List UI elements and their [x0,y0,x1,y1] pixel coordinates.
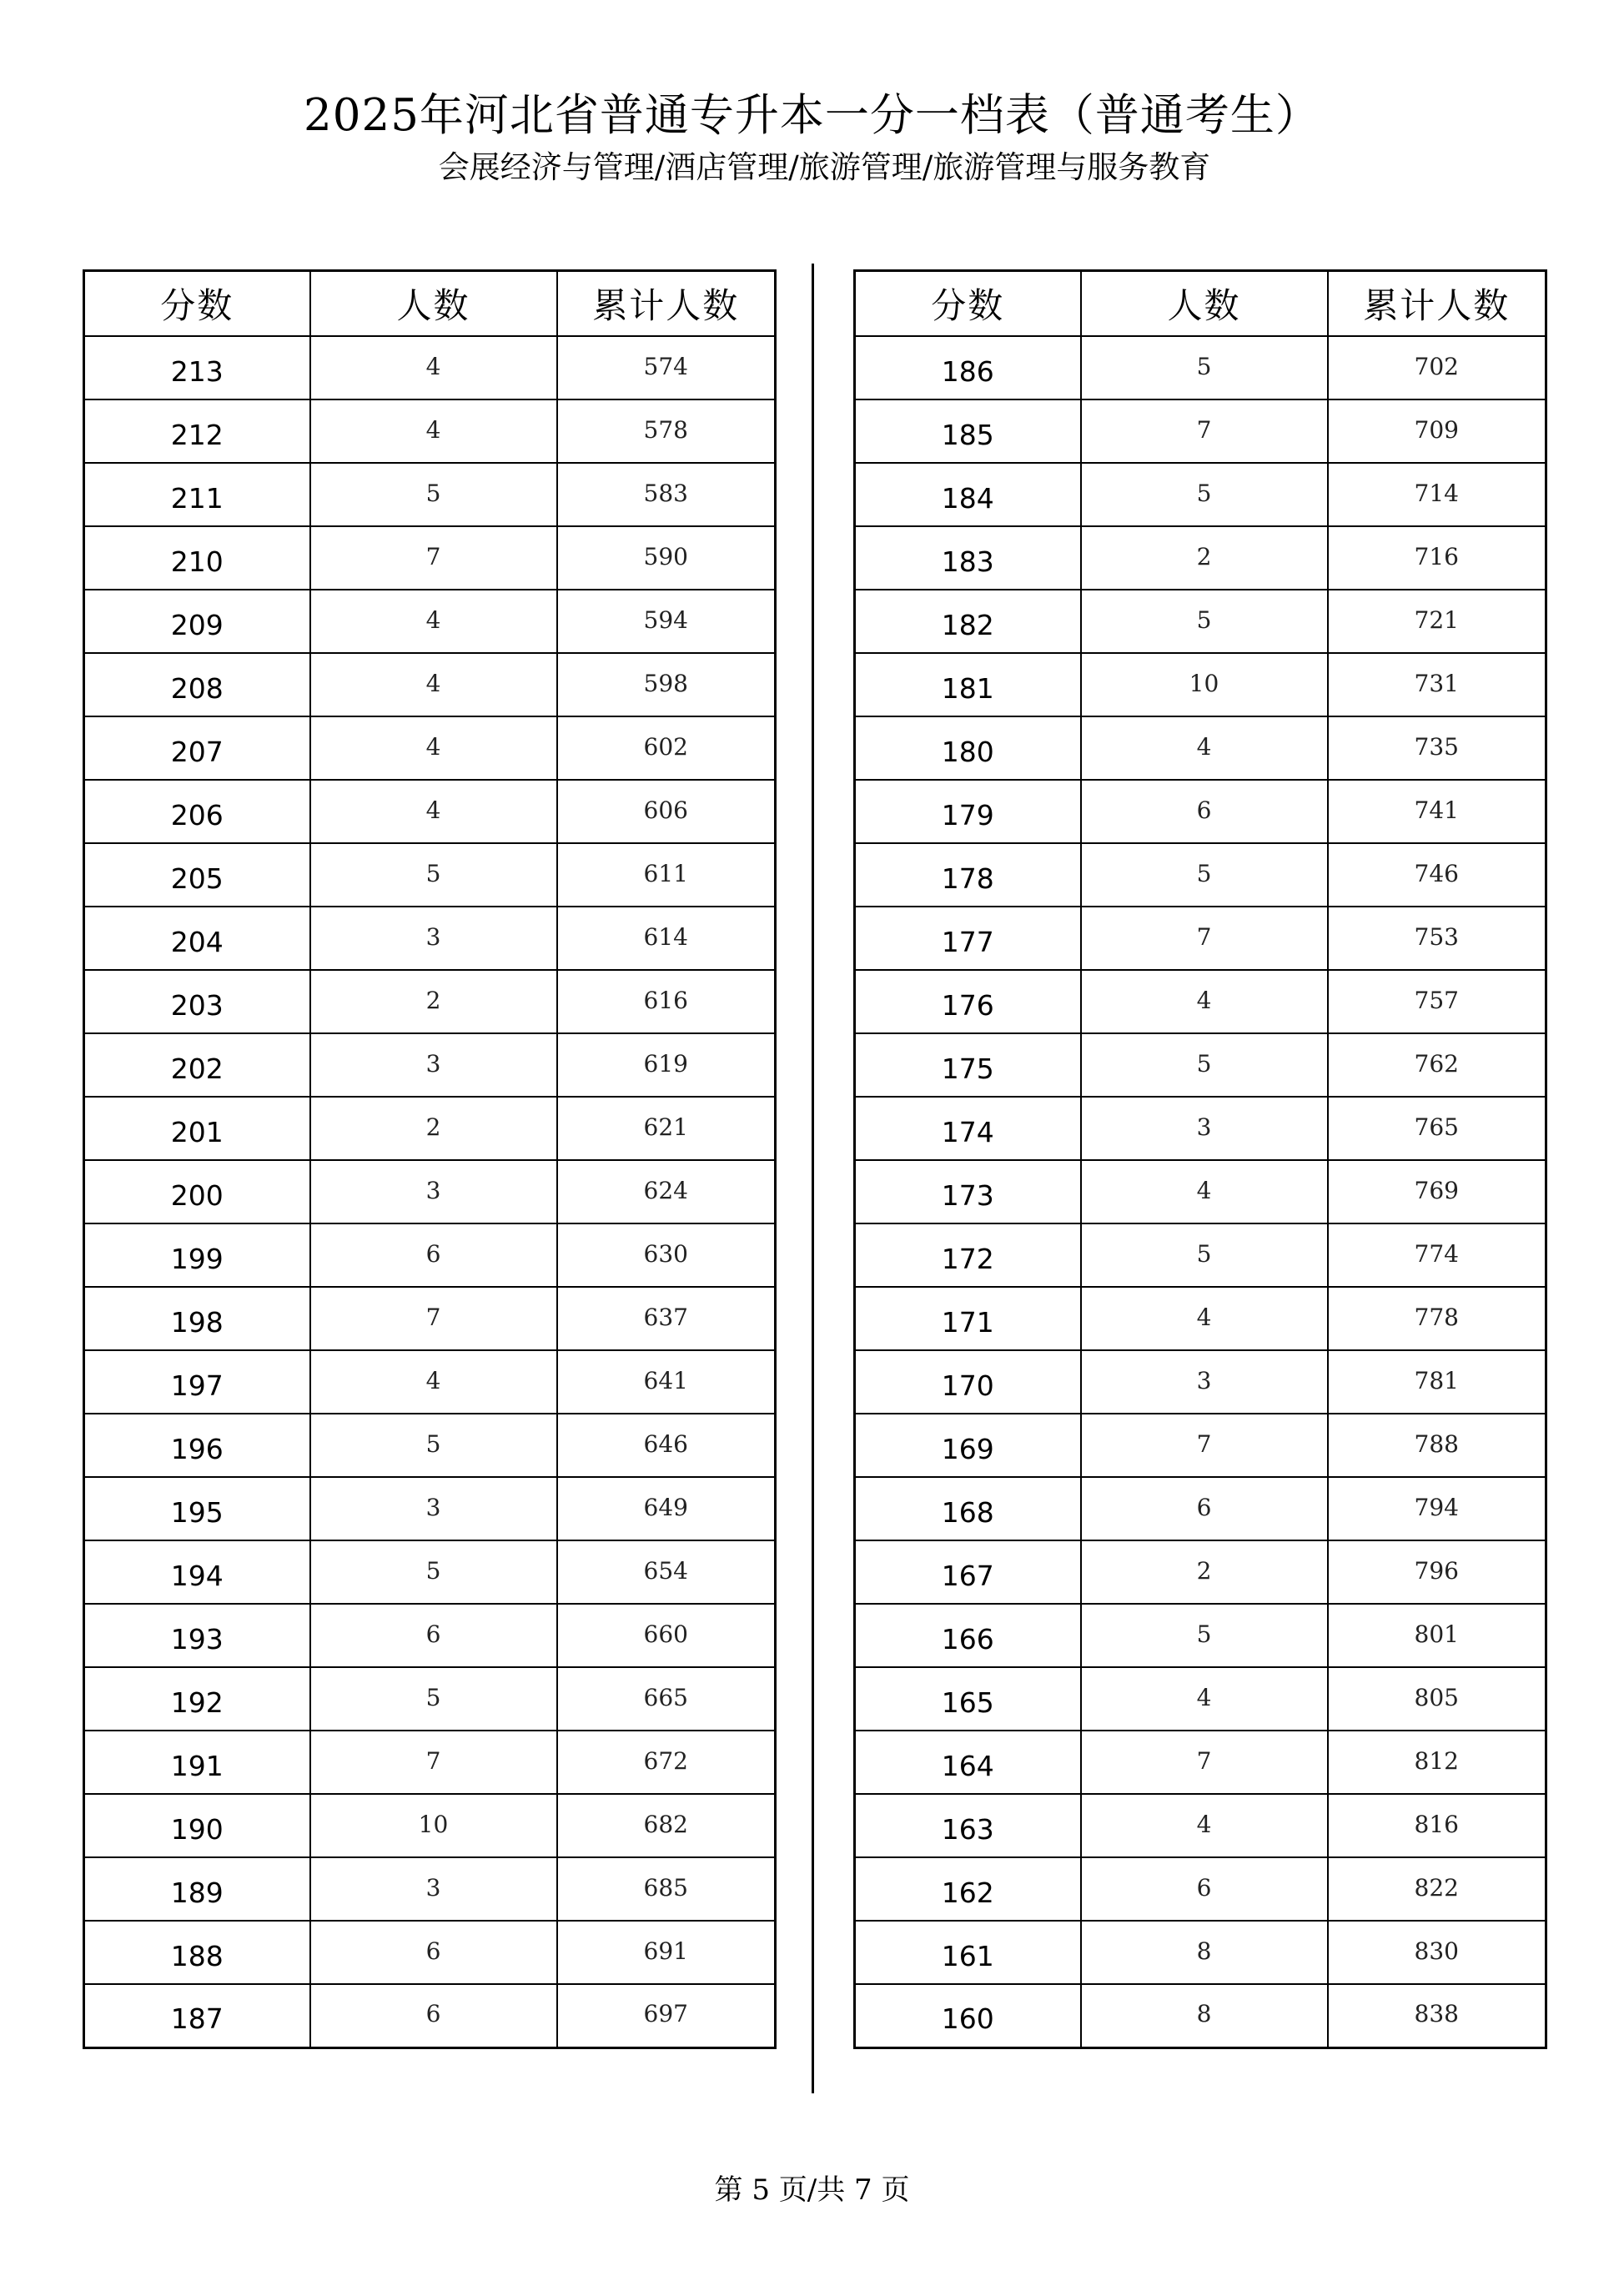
count-cell: 8 [1081,1921,1328,1984]
score-cell: 187 [84,1984,310,2047]
cumulative-cell: 649 [557,1477,776,1540]
score-table-left [83,269,777,2049]
table-row [855,1794,1546,1857]
cumulative-cell: 721 [1328,590,1546,653]
score-cell: 206 [84,780,310,843]
cumulative-cell: 590 [557,526,776,590]
score-cell: 213 [84,336,310,399]
table-row [855,1350,1546,1414]
cumulative-cell: 594 [557,590,776,653]
table-row [855,780,1546,843]
cumulative-cell: 646 [557,1414,776,1477]
count-cell: 6 [310,1984,557,2047]
table-row [855,1223,1546,1287]
cumulative-cell: 796 [1328,1540,1546,1604]
table-row [84,1604,776,1667]
page-number: 第 5 页/共 7 页 [714,2173,910,2207]
cumulative-cell: 624 [557,1160,776,1223]
cumulative-cell: 735 [1328,716,1546,780]
score-cell: 160 [855,1984,1081,2047]
count-cell: 4 [310,590,557,653]
count-cell: 6 [1081,1477,1328,1540]
table-row [84,1287,776,1350]
table-row [855,1857,1546,1921]
cumulative-cell: 753 [1328,907,1546,970]
cumulative-cell: 616 [557,970,776,1033]
count-cell: 5 [1081,1223,1328,1287]
count-cell: 10 [310,1794,557,1857]
score-cell: 164 [855,1731,1081,1794]
table-row [84,1033,776,1097]
table-row [855,590,1546,653]
count-cell: 7 [310,526,557,590]
score-cell: 174 [855,1097,1081,1160]
count-cell: 7 [1081,1414,1328,1477]
table-row [855,1414,1546,1477]
count-cell: 4 [310,1350,557,1414]
table-row [855,1984,1546,2047]
score-cell: 184 [855,463,1081,526]
table-row [84,399,776,463]
cumulative-cell: 714 [1328,463,1546,526]
cumulative-cell: 765 [1328,1097,1546,1160]
table-row [855,1921,1546,1984]
table-row [84,1477,776,1540]
count-cell: 5 [310,1667,557,1731]
cumulative-cell: 606 [557,780,776,843]
count-cell: 3 [310,1477,557,1540]
cumulative-cell: 709 [1328,399,1546,463]
score-cell: 195 [84,1477,310,1540]
count-cell: 4 [310,716,557,780]
count-cell: 4 [1081,1794,1328,1857]
table-row [855,1604,1546,1667]
score-cell: 197 [84,1350,310,1414]
column-header-count: 人数 [310,271,557,337]
count-cell: 5 [1081,590,1328,653]
count-cell: 3 [310,907,557,970]
count-cell: 10 [1081,653,1328,716]
score-cell: 183 [855,526,1081,590]
cumulative-cell: 641 [557,1350,776,1414]
cumulative-cell: 574 [557,336,776,399]
count-cell: 2 [1081,526,1328,590]
table-row [84,843,776,907]
count-cell: 4 [310,399,557,463]
cumulative-cell: 822 [1328,1857,1546,1921]
table-row [84,716,776,780]
table-row [855,1477,1546,1540]
table-row [84,1794,776,1857]
column-divider [812,264,814,2093]
cumulative-cell: 660 [557,1604,776,1667]
score-cell: 198 [84,1287,310,1350]
table-row [84,1414,776,1477]
table-row [855,336,1546,399]
count-cell: 2 [310,970,557,1033]
score-table-right [853,269,1547,2049]
cumulative-cell: 816 [1328,1794,1546,1857]
cumulative-cell: 781 [1328,1350,1546,1414]
cumulative-cell: 746 [1328,843,1546,907]
table-row [855,843,1546,907]
score-cell: 190 [84,1794,310,1857]
score-cell: 193 [84,1604,310,1667]
score-cell: 173 [855,1160,1081,1223]
cumulative-cell: 702 [1328,336,1546,399]
page-subtitle: 会展经济与管理/酒店管理/旅游管理/旅游管理与服务教育 [438,149,1211,185]
score-cell: 199 [84,1223,310,1287]
column-header-cumulative: 累计人数 [1328,271,1546,337]
cumulative-cell: 812 [1328,1731,1546,1794]
table-header-row [84,271,776,337]
count-cell: 6 [310,1921,557,1984]
cumulative-cell: 685 [557,1857,776,1921]
cumulative-cell: 788 [1328,1414,1546,1477]
score-cell: 176 [855,970,1081,1033]
count-cell: 3 [1081,1097,1328,1160]
score-cell: 179 [855,780,1081,843]
score-cell: 200 [84,1160,310,1223]
table-row [855,1731,1546,1794]
score-cell: 168 [855,1477,1081,1540]
cumulative-cell: 621 [557,1097,776,1160]
table-row [855,1540,1546,1604]
score-cell: 188 [84,1921,310,1984]
table-row [84,653,776,716]
column-header-score: 分数 [855,271,1081,337]
score-cell: 177 [855,907,1081,970]
score-cell: 161 [855,1921,1081,1984]
table-row [855,1097,1546,1160]
score-cell: 182 [855,590,1081,653]
score-cell: 167 [855,1540,1081,1604]
cumulative-cell: 716 [1328,526,1546,590]
table-row [855,716,1546,780]
count-cell: 7 [1081,1731,1328,1794]
score-cell: 178 [855,843,1081,907]
count-cell: 4 [1081,1160,1328,1223]
table-header-row [855,271,1546,337]
score-cell: 175 [855,1033,1081,1097]
table-row [855,1033,1546,1097]
cumulative-cell: 611 [557,843,776,907]
count-cell: 4 [1081,716,1328,780]
table-row [84,1223,776,1287]
table-row [84,1350,776,1414]
cumulative-cell: 614 [557,907,776,970]
table-row [84,1984,776,2047]
table-row [84,1731,776,1794]
cumulative-cell: 637 [557,1287,776,1350]
score-cell: 162 [855,1857,1081,1921]
count-cell: 3 [1081,1350,1328,1414]
count-cell: 5 [1081,1604,1328,1667]
score-cell: 207 [84,716,310,780]
column-header-count: 人数 [1081,271,1328,337]
table-row [84,1857,776,1921]
cumulative-cell: 654 [557,1540,776,1604]
table-row [84,463,776,526]
score-cell: 205 [84,843,310,907]
cumulative-cell: 691 [557,1921,776,1984]
score-cell: 163 [855,1794,1081,1857]
score-cell: 211 [84,463,310,526]
cumulative-cell: 741 [1328,780,1546,843]
cumulative-cell: 578 [557,399,776,463]
table-row [84,780,776,843]
count-cell: 7 [1081,399,1328,463]
count-cell: 4 [1081,970,1328,1033]
cumulative-cell: 769 [1328,1160,1546,1223]
score-cell: 186 [855,336,1081,399]
table-row [84,1921,776,1984]
table-row [855,1667,1546,1731]
score-cell: 204 [84,907,310,970]
count-cell: 2 [1081,1540,1328,1604]
table-row [84,907,776,970]
cumulative-cell: 757 [1328,970,1546,1033]
score-cell: 210 [84,526,310,590]
count-cell: 7 [310,1287,557,1350]
cumulative-cell: 583 [557,463,776,526]
count-cell: 7 [1081,907,1328,970]
cumulative-cell: 774 [1328,1223,1546,1287]
score-cell: 172 [855,1223,1081,1287]
table-row [855,399,1546,463]
score-cell: 203 [84,970,310,1033]
page-title: 2025年河北省普通专升本一分一档表（普通考生） [304,90,1320,141]
count-cell: 5 [1081,336,1328,399]
table-row [855,907,1546,970]
count-cell: 4 [310,780,557,843]
table-row [84,1667,776,1731]
count-cell: 6 [310,1604,557,1667]
cumulative-cell: 672 [557,1731,776,1794]
count-cell: 4 [310,653,557,716]
cumulative-cell: 619 [557,1033,776,1097]
table-row [84,970,776,1033]
table-row [855,1160,1546,1223]
score-cell: 189 [84,1857,310,1921]
table-row [855,1287,1546,1350]
count-cell: 4 [310,336,557,399]
count-cell: 7 [310,1731,557,1794]
count-cell: 6 [1081,1857,1328,1921]
score-cell: 209 [84,590,310,653]
cumulative-cell: 838 [1328,1984,1546,2047]
score-cell: 181 [855,653,1081,716]
score-cell: 194 [84,1540,310,1604]
table-row [84,526,776,590]
count-cell: 5 [310,1414,557,1477]
score-cell: 202 [84,1033,310,1097]
score-cell: 180 [855,716,1081,780]
table-row [855,653,1546,716]
score-cell: 191 [84,1731,310,1794]
count-cell: 3 [310,1160,557,1223]
cumulative-cell: 682 [557,1794,776,1857]
count-cell: 5 [310,1540,557,1604]
table-row [855,463,1546,526]
count-cell: 3 [310,1033,557,1097]
score-cell: 165 [855,1667,1081,1731]
table-row [84,1160,776,1223]
column-header-score: 分数 [84,271,310,337]
count-cell: 4 [1081,1287,1328,1350]
count-cell: 5 [1081,1033,1328,1097]
cumulative-cell: 602 [557,716,776,780]
cumulative-cell: 762 [1328,1033,1546,1097]
table-row [855,970,1546,1033]
table-row [84,1540,776,1604]
column-header-cumulative: 累计人数 [557,271,776,337]
cumulative-cell: 697 [557,1984,776,2047]
score-cell: 201 [84,1097,310,1160]
score-cell: 192 [84,1667,310,1731]
count-cell: 8 [1081,1984,1328,2047]
score-cell: 170 [855,1350,1081,1414]
score-cell: 169 [855,1414,1081,1477]
count-cell: 5 [1081,843,1328,907]
count-cell: 5 [310,843,557,907]
cumulative-cell: 598 [557,653,776,716]
score-cell: 171 [855,1287,1081,1350]
cumulative-cell: 801 [1328,1604,1546,1667]
cumulative-cell: 778 [1328,1287,1546,1350]
table-row [855,526,1546,590]
count-cell: 6 [310,1223,557,1287]
cumulative-cell: 830 [1328,1921,1546,1984]
table-row [84,590,776,653]
score-cell: 212 [84,399,310,463]
score-cell: 166 [855,1604,1081,1667]
table-row [84,336,776,399]
cumulative-cell: 630 [557,1223,776,1287]
score-cell: 196 [84,1414,310,1477]
count-cell: 3 [310,1857,557,1921]
count-cell: 6 [1081,780,1328,843]
cumulative-cell: 731 [1328,653,1546,716]
table-row [84,1097,776,1160]
count-cell: 4 [1081,1667,1328,1731]
cumulative-cell: 794 [1328,1477,1546,1540]
count-cell: 5 [1081,463,1328,526]
count-cell: 5 [310,463,557,526]
score-cell: 208 [84,653,310,716]
cumulative-cell: 665 [557,1667,776,1731]
score-cell: 185 [855,399,1081,463]
cumulative-cell: 805 [1328,1667,1546,1731]
count-cell: 2 [310,1097,557,1160]
